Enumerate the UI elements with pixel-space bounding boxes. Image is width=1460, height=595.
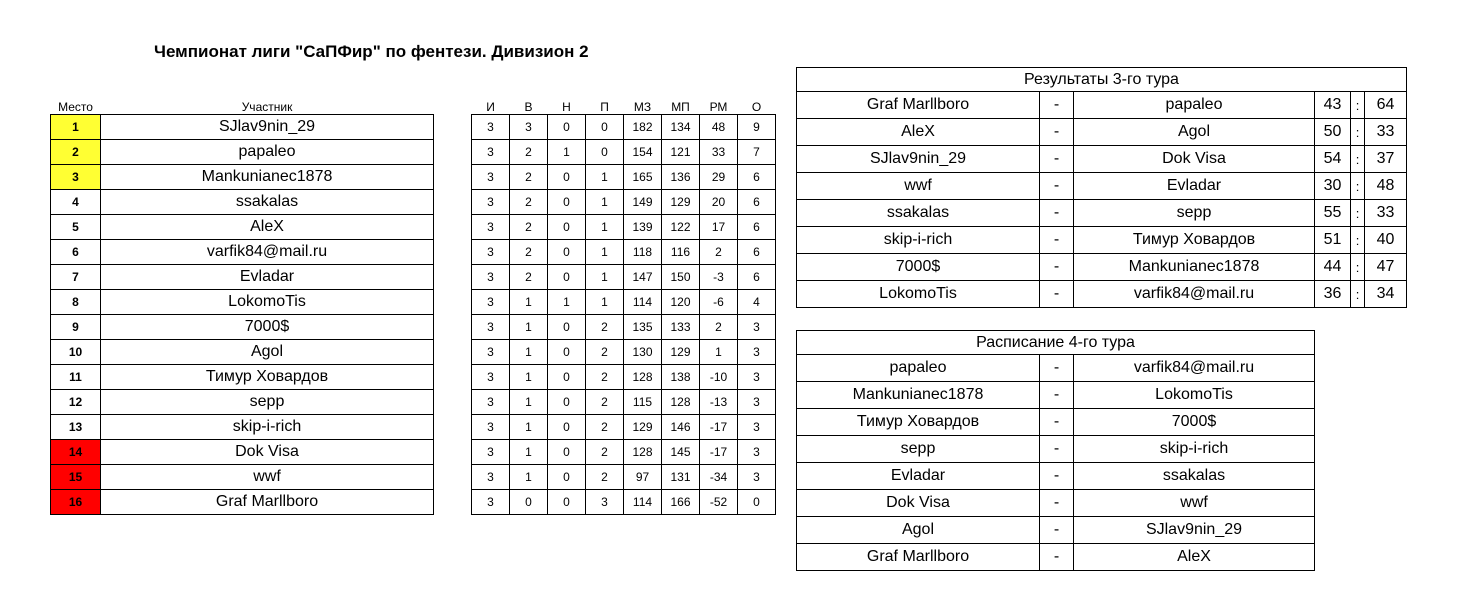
- result-row: [797, 92, 1407, 119]
- losses-cell: 2: [586, 439, 624, 464]
- away-team: papaleo: [1074, 92, 1315, 119]
- header-points: О: [751, 99, 762, 114]
- dash-separator: -: [1040, 409, 1074, 436]
- conceded-cell: 134: [662, 114, 700, 139]
- header-wins: В: [524, 99, 533, 114]
- scored-cell: 97: [624, 464, 662, 489]
- wins-cell: 2: [510, 239, 548, 264]
- draws-cell: 0: [548, 439, 586, 464]
- score-separator: :: [1351, 92, 1365, 119]
- draws-cell: 0: [548, 314, 586, 339]
- place-cell: 2: [51, 139, 101, 164]
- wins-cell: 2: [510, 164, 548, 189]
- participant-name: varfik84@mail.ru: [101, 239, 434, 264]
- games-cell: 3: [472, 489, 510, 514]
- spacer-cell: [434, 414, 472, 439]
- place-cell: 15: [51, 464, 101, 489]
- home-team: papaleo: [797, 355, 1040, 382]
- header-scored: МЗ: [633, 99, 652, 114]
- points-cell: 9: [738, 114, 776, 139]
- points-cell: 3: [738, 464, 776, 489]
- games-cell: 3: [472, 189, 510, 214]
- schedule-row: [797, 490, 1315, 517]
- home-score: 36: [1315, 281, 1351, 308]
- scored-cell: 182: [624, 114, 662, 139]
- dash-separator: -: [1040, 146, 1074, 173]
- scored-cell: 118: [624, 239, 662, 264]
- spacer-cell: [434, 289, 472, 314]
- schedule-row: [797, 436, 1315, 463]
- wins-cell: 1: [510, 314, 548, 339]
- spacer-cell: [434, 339, 472, 364]
- losses-cell: 2: [586, 364, 624, 389]
- standings-table: [50, 92, 776, 515]
- losses-cell: 2: [586, 389, 624, 414]
- wins-cell: 2: [510, 139, 548, 164]
- conceded-cell: 136: [662, 164, 700, 189]
- scored-cell: 128: [624, 439, 662, 464]
- losses-cell: 2: [586, 339, 624, 364]
- wins-cell: 2: [510, 264, 548, 289]
- scored-cell: 139: [624, 214, 662, 239]
- score-separator: :: [1351, 254, 1365, 281]
- standings-row: [51, 214, 776, 239]
- scored-cell: 135: [624, 314, 662, 339]
- home-team: Evladar: [797, 463, 1040, 490]
- home-score: 55: [1315, 200, 1351, 227]
- games-cell: 3: [472, 214, 510, 239]
- standings-row: [51, 389, 776, 414]
- losses-cell: 2: [586, 464, 624, 489]
- place-cell: 8: [51, 289, 101, 314]
- draws-cell: 0: [548, 489, 586, 514]
- conceded-cell: 150: [662, 264, 700, 289]
- spacer-cell: [434, 389, 472, 414]
- conceded-cell: 146: [662, 414, 700, 439]
- diff-cell: -10: [700, 364, 738, 389]
- place-cell: 6: [51, 239, 101, 264]
- score-separator: :: [1351, 173, 1365, 200]
- conceded-cell: 129: [662, 189, 700, 214]
- points-cell: 3: [738, 389, 776, 414]
- losses-cell: 0: [586, 114, 624, 139]
- away-score: 33: [1365, 200, 1407, 227]
- place-cell: 1: [51, 114, 101, 139]
- draws-cell: 0: [548, 214, 586, 239]
- home-team: Тимур Ховардов: [797, 409, 1040, 436]
- header-losses: П: [600, 99, 609, 114]
- spacer-cell: [434, 189, 472, 214]
- dash-separator: -: [1040, 355, 1074, 382]
- score-separator: :: [1351, 146, 1365, 173]
- place-cell: 9: [51, 314, 101, 339]
- standings-row: [51, 264, 776, 289]
- away-team: AleX: [1074, 544, 1315, 571]
- header-conceded: МП: [671, 99, 690, 114]
- away-team: sepp: [1074, 200, 1315, 227]
- standings-row: [51, 139, 776, 164]
- points-cell: 3: [738, 364, 776, 389]
- away-team: wwf: [1074, 490, 1315, 517]
- points-cell: 7: [738, 139, 776, 164]
- losses-cell: 0: [586, 139, 624, 164]
- score-separator: :: [1351, 200, 1365, 227]
- participant-name: ssakalas: [101, 189, 434, 214]
- wins-cell: 3: [510, 114, 548, 139]
- diff-cell: -52: [700, 489, 738, 514]
- points-cell: 4: [738, 289, 776, 314]
- standings-row: [51, 489, 776, 514]
- home-score: 44: [1315, 254, 1351, 281]
- conceded-cell: 120: [662, 289, 700, 314]
- games-cell: 3: [472, 264, 510, 289]
- dash-separator: -: [1040, 227, 1074, 254]
- away-score: 40: [1365, 227, 1407, 254]
- away-team: ssakalas: [1074, 463, 1315, 490]
- scored-cell: 129: [624, 414, 662, 439]
- participant-name: Evladar: [101, 264, 434, 289]
- wins-cell: 1: [510, 414, 548, 439]
- spacer-cell: [434, 464, 472, 489]
- games-cell: 3: [472, 464, 510, 489]
- place-cell: 4: [51, 189, 101, 214]
- score-separator: :: [1351, 119, 1365, 146]
- scored-cell: 128: [624, 364, 662, 389]
- standings-row: [51, 314, 776, 339]
- dash-separator: -: [1040, 200, 1074, 227]
- header-gap: [434, 92, 472, 114]
- participant-name: Тимур Ховардов: [101, 364, 434, 389]
- losses-cell: 2: [586, 414, 624, 439]
- schedule-row: [797, 517, 1315, 544]
- away-team: LokomoTis: [1074, 382, 1315, 409]
- dash-separator: -: [1040, 281, 1074, 308]
- standings-row: [51, 364, 776, 389]
- result-row: [797, 173, 1407, 200]
- points-cell: 3: [738, 339, 776, 364]
- diff-cell: -6: [700, 289, 738, 314]
- standings-row: [51, 464, 776, 489]
- participant-name: AleX: [101, 214, 434, 239]
- draws-cell: 0: [548, 464, 586, 489]
- away-team: Evladar: [1074, 173, 1315, 200]
- header-draws: Н: [562, 99, 571, 114]
- standings-row: [51, 164, 776, 189]
- schedule-row: [797, 463, 1315, 490]
- diff-cell: -17: [700, 414, 738, 439]
- away-score: 64: [1365, 92, 1407, 119]
- participant-name: Agol: [101, 339, 434, 364]
- standings-row: [51, 339, 776, 364]
- scored-cell: 114: [624, 289, 662, 314]
- away-score: 34: [1365, 281, 1407, 308]
- spacer-cell: [434, 114, 472, 139]
- home-team: Mankunianec1878: [797, 382, 1040, 409]
- wins-cell: 1: [510, 389, 548, 414]
- wins-cell: 0: [510, 489, 548, 514]
- dash-separator: -: [1040, 92, 1074, 119]
- home-score: 51: [1315, 227, 1351, 254]
- conceded-cell: 128: [662, 389, 700, 414]
- place-cell: 14: [51, 439, 101, 464]
- points-cell: 0: [738, 489, 776, 514]
- draws-cell: 0: [548, 114, 586, 139]
- participant-name: papaleo: [101, 139, 434, 164]
- spacer-cell: [434, 314, 472, 339]
- result-row: [797, 227, 1407, 254]
- draws-cell: 0: [548, 414, 586, 439]
- home-score: 54: [1315, 146, 1351, 173]
- away-team: skip-i-rich: [1074, 436, 1315, 463]
- scored-cell: 130: [624, 339, 662, 364]
- games-cell: 3: [472, 289, 510, 314]
- draws-cell: 0: [548, 164, 586, 189]
- conceded-cell: 129: [662, 339, 700, 364]
- losses-cell: 1: [586, 189, 624, 214]
- away-team: SJlav9nin_29: [1074, 517, 1315, 544]
- conceded-cell: 138: [662, 364, 700, 389]
- home-team: Agol: [797, 517, 1040, 544]
- away-score: 33: [1365, 119, 1407, 146]
- wins-cell: 2: [510, 214, 548, 239]
- wins-cell: 1: [510, 364, 548, 389]
- conceded-cell: 145: [662, 439, 700, 464]
- draws-cell: 0: [548, 364, 586, 389]
- away-team: Agol: [1074, 119, 1315, 146]
- diff-cell: 1: [700, 339, 738, 364]
- games-cell: 3: [472, 389, 510, 414]
- standings-row: [51, 289, 776, 314]
- diff-cell: -17: [700, 439, 738, 464]
- home-team: AleX: [797, 119, 1040, 146]
- conceded-cell: 133: [662, 314, 700, 339]
- header-games: И: [486, 99, 495, 114]
- participant-name: 7000$: [101, 314, 434, 339]
- participant-name: SJlav9nin_29: [101, 114, 434, 139]
- round4-schedule-caption: Расписание 4-го тура: [797, 331, 1315, 355]
- conceded-cell: 131: [662, 464, 700, 489]
- standings-row: [51, 189, 776, 214]
- away-team: Mankunianec1878: [1074, 254, 1315, 281]
- header-place: Место: [58, 99, 93, 114]
- home-team: LokomoTis: [797, 281, 1040, 308]
- points-cell: 6: [738, 264, 776, 289]
- dash-separator: -: [1040, 463, 1074, 490]
- participant-name: wwf: [101, 464, 434, 489]
- points-cell: 6: [738, 189, 776, 214]
- page-title: Чемпионат лиги "СаПФир" по фентези. Дивизион 2: [154, 42, 589, 61]
- schedule-row: [797, 409, 1315, 436]
- place-cell: 16: [51, 489, 101, 514]
- draws-cell: 1: [548, 289, 586, 314]
- losses-cell: 1: [586, 164, 624, 189]
- scored-cell: 165: [624, 164, 662, 189]
- place-cell: 13: [51, 414, 101, 439]
- header-participant: Участник: [241, 99, 293, 114]
- points-cell: 3: [738, 314, 776, 339]
- standings-header-row: [51, 92, 776, 114]
- away-team: Dok Visa: [1074, 146, 1315, 173]
- points-cell: 3: [738, 439, 776, 464]
- games-cell: 3: [472, 239, 510, 264]
- games-cell: 3: [472, 439, 510, 464]
- result-row: [797, 281, 1407, 308]
- home-team: Graf Marllboro: [797, 92, 1040, 119]
- draws-cell: 0: [548, 239, 586, 264]
- scored-cell: 149: [624, 189, 662, 214]
- losses-cell: 1: [586, 239, 624, 264]
- home-team: Graf Marllboro: [797, 544, 1040, 571]
- scored-cell: 114: [624, 489, 662, 514]
- scored-cell: 154: [624, 139, 662, 164]
- draws-cell: 0: [548, 389, 586, 414]
- schedule-row: [797, 544, 1315, 571]
- games-cell: 3: [472, 339, 510, 364]
- place-cell: 7: [51, 264, 101, 289]
- games-cell: 3: [472, 414, 510, 439]
- dash-separator: -: [1040, 544, 1074, 571]
- games-cell: 3: [472, 314, 510, 339]
- away-team: 7000$: [1074, 409, 1315, 436]
- home-team: sepp: [797, 436, 1040, 463]
- losses-cell: 1: [586, 264, 624, 289]
- conceded-cell: 166: [662, 489, 700, 514]
- wins-cell: 2: [510, 189, 548, 214]
- dash-separator: -: [1040, 382, 1074, 409]
- place-cell: 10: [51, 339, 101, 364]
- draws-cell: 1: [548, 139, 586, 164]
- score-separator: :: [1351, 281, 1365, 308]
- draws-cell: 0: [548, 339, 586, 364]
- points-cell: 3: [738, 414, 776, 439]
- participant-name: Mankunianec1878: [101, 164, 434, 189]
- result-row: [797, 119, 1407, 146]
- spacer-cell: [434, 264, 472, 289]
- spacer-cell: [434, 139, 472, 164]
- diff-cell: 33: [700, 139, 738, 164]
- round4-schedule-table: [796, 330, 1315, 571]
- points-cell: 6: [738, 239, 776, 264]
- away-team: varfik84@mail.ru: [1074, 281, 1315, 308]
- draws-cell: 0: [548, 264, 586, 289]
- schedule-row: [797, 382, 1315, 409]
- home-team: ssakalas: [797, 200, 1040, 227]
- place-cell: 12: [51, 389, 101, 414]
- participant-name: skip-i-rich: [101, 414, 434, 439]
- games-cell: 3: [472, 364, 510, 389]
- participant-name: sepp: [101, 389, 434, 414]
- dash-separator: -: [1040, 119, 1074, 146]
- home-team: skip-i-rich: [797, 227, 1040, 254]
- away-team: varfik84@mail.ru: [1074, 355, 1315, 382]
- dash-separator: -: [1040, 517, 1074, 544]
- wins-cell: 1: [510, 289, 548, 314]
- header-diff: РМ: [709, 99, 728, 114]
- points-cell: 6: [738, 164, 776, 189]
- diff-cell: 2: [700, 314, 738, 339]
- participant-name: Dok Visa: [101, 439, 434, 464]
- diff-cell: -34: [700, 464, 738, 489]
- spacer-cell: [434, 164, 472, 189]
- conceded-cell: 121: [662, 139, 700, 164]
- home-score: 50: [1315, 119, 1351, 146]
- standings-row: [51, 114, 776, 139]
- standings-row: [51, 239, 776, 264]
- dash-separator: -: [1040, 173, 1074, 200]
- points-cell: 6: [738, 214, 776, 239]
- conceded-cell: 122: [662, 214, 700, 239]
- standings-row: [51, 414, 776, 439]
- home-team: Dok Visa: [797, 490, 1040, 517]
- games-cell: 3: [472, 114, 510, 139]
- wins-cell: 1: [510, 439, 548, 464]
- wins-cell: 1: [510, 464, 548, 489]
- standings-row: [51, 439, 776, 464]
- participant-name: LokomoTis: [101, 289, 434, 314]
- conceded-cell: 116: [662, 239, 700, 264]
- diff-cell: 20: [700, 189, 738, 214]
- diff-cell: 48: [700, 114, 738, 139]
- wins-cell: 1: [510, 339, 548, 364]
- place-cell: 11: [51, 364, 101, 389]
- games-cell: 3: [472, 139, 510, 164]
- participant-name: Graf Marllboro: [101, 489, 434, 514]
- round3-results-table: [796, 67, 1407, 308]
- spacer-cell: [434, 239, 472, 264]
- scored-cell: 115: [624, 389, 662, 414]
- away-score: 48: [1365, 173, 1407, 200]
- spacer-cell: [434, 364, 472, 389]
- losses-cell: 1: [586, 214, 624, 239]
- away-score: 47: [1365, 254, 1407, 281]
- away-score: 37: [1365, 146, 1407, 173]
- home-team: 7000$: [797, 254, 1040, 281]
- place-cell: 3: [51, 164, 101, 189]
- losses-cell: 1: [586, 289, 624, 314]
- diff-cell: 29: [700, 164, 738, 189]
- diff-cell: -3: [700, 264, 738, 289]
- dash-separator: -: [1040, 436, 1074, 463]
- spacer-cell: [434, 214, 472, 239]
- result-row: [797, 254, 1407, 281]
- losses-cell: 2: [586, 314, 624, 339]
- losses-cell: 3: [586, 489, 624, 514]
- result-row: [797, 200, 1407, 227]
- spacer-cell: [434, 439, 472, 464]
- games-cell: 3: [472, 164, 510, 189]
- diff-cell: 17: [700, 214, 738, 239]
- home-score: 43: [1315, 92, 1351, 119]
- place-cell: 5: [51, 214, 101, 239]
- home-team: wwf: [797, 173, 1040, 200]
- result-row: [797, 146, 1407, 173]
- schedule-row: [797, 355, 1315, 382]
- diff-cell: 2: [700, 239, 738, 264]
- scored-cell: 147: [624, 264, 662, 289]
- home-score: 30: [1315, 173, 1351, 200]
- spacer-cell: [434, 489, 472, 514]
- draws-cell: 0: [548, 189, 586, 214]
- home-team: SJlav9nin_29: [797, 146, 1040, 173]
- diff-cell: -13: [700, 389, 738, 414]
- round3-results-caption: Результаты 3-го тура: [797, 68, 1407, 92]
- away-team: Тимур Ховардов: [1074, 227, 1315, 254]
- score-separator: :: [1351, 227, 1365, 254]
- dash-separator: -: [1040, 254, 1074, 281]
- dash-separator: -: [1040, 490, 1074, 517]
